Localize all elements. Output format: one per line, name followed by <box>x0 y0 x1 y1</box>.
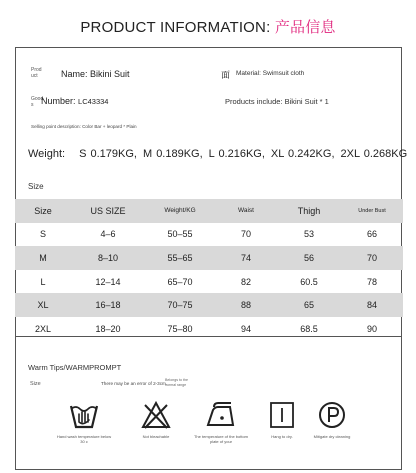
warm-tips-title: Warm Tips/WARMPROMPT <box>28 363 122 372</box>
weight-s: S 0.179KG, <box>79 148 137 160</box>
cell-us-size: 12–14 <box>95 276 121 287</box>
includes-label: Products include: <box>225 97 283 106</box>
cell-under-bust: 90 <box>366 323 377 334</box>
no-bleach-caption: Not bleachable <box>142 434 170 439</box>
tips-size-label: Size <box>30 381 41 387</box>
table-row <box>15 270 403 294</box>
care-hang-dry <box>254 400 310 439</box>
material-value: Swimsuit cloth <box>262 70 305 77</box>
size-table <box>15 199 403 341</box>
goods-number <box>41 96 108 106</box>
cell-size: L <box>40 276 46 287</box>
cell-us-size: 8–10 <box>97 252 119 263</box>
table-row <box>15 317 403 341</box>
header-us-size: US SIZE <box>90 205 126 216</box>
weight-row <box>28 148 407 160</box>
weight-2xl: 2XL 0.268KG <box>340 148 408 160</box>
cell-us-size: 16–18 <box>95 300 121 311</box>
cell-under-bust: 84 <box>366 300 377 311</box>
header-title-en: PRODUCT INFORMATION: <box>80 19 271 36</box>
header-weight: Weight/KG <box>164 207 196 215</box>
cell-size: XL <box>37 300 49 311</box>
hang-dry-icon <box>267 400 297 430</box>
material <box>236 70 304 77</box>
tips-error-note: There may be an error of 2-3cm. <box>101 381 168 386</box>
cell-waist: 74 <box>240 252 251 263</box>
cell-thigh: 65 <box>303 300 314 311</box>
cell-thigh: 53 <box>303 229 314 240</box>
iron-icon <box>204 400 238 430</box>
cell-under-bust: 70 <box>366 252 377 263</box>
cell-under-bust: 78 <box>366 276 377 287</box>
iron-caption: The temperature of the bottom plate of your <box>193 434 249 444</box>
cell-thigh: 60.5 <box>300 276 318 287</box>
header-size: Size <box>34 205 52 216</box>
selling-point: Selling point description: Color Bar + leopard * Plain <box>31 124 137 129</box>
weight-label: Weight: <box>28 148 66 160</box>
cell-size: 2XL <box>34 323 51 334</box>
table-row <box>15 223 403 247</box>
tips-normal-note: Belongs to the normal range <box>165 378 188 387</box>
cell-size: M <box>39 252 47 263</box>
cell-us-size: 18–20 <box>95 323 121 334</box>
cell-weight: 70–75 <box>167 300 193 311</box>
cell-waist: 94 <box>240 323 251 334</box>
care-no-bleach <box>128 400 184 439</box>
size-section-label: Size <box>28 182 44 191</box>
header-thigh: Thigh <box>297 205 321 216</box>
cell-thigh: 68.5 <box>300 323 318 334</box>
care-hand-wash <box>56 400 112 444</box>
header-waist: Waist <box>237 207 254 215</box>
number-key: Good s <box>31 96 44 108</box>
cell-thigh: 56 <box>303 252 314 263</box>
cell-us-size: 4–6 <box>100 229 116 240</box>
weight-xl: XL 0.242KG, <box>270 148 335 160</box>
includes-value: Bikini Suit * 1 <box>284 97 329 106</box>
cell-under-bust: 66 <box>366 229 377 240</box>
no-bleach-icon <box>140 400 172 430</box>
fabric-key: 面 <box>221 70 231 80</box>
header-title-cn: 产品信息 <box>274 19 336 36</box>
care-dry-clean <box>304 400 360 439</box>
hand-wash-caption: Hand wash temperature below 30 c <box>56 434 112 444</box>
number-value: LC43334 <box>78 97 109 106</box>
cell-waist: 82 <box>240 276 251 287</box>
product-name <box>61 69 130 79</box>
dry-clean-icon <box>316 400 348 430</box>
name-key: Prod uct <box>31 67 42 79</box>
weight-m: M 0.189KG, <box>142 148 203 160</box>
cell-waist: 88 <box>240 300 251 311</box>
hand-wash-icon <box>68 400 100 430</box>
hang-dry-caption: Hang to dry. <box>271 434 293 439</box>
care-iron <box>193 400 249 444</box>
name-label: Name: <box>61 69 88 79</box>
header-under-bust: Under Bust <box>358 207 386 214</box>
material-label: Material: <box>236 70 261 77</box>
weight-l: L 0.216KG, <box>208 148 265 160</box>
cell-waist: 70 <box>240 229 251 240</box>
table-row <box>15 293 403 317</box>
table-row <box>15 246 403 270</box>
cell-size: S <box>39 229 46 240</box>
cell-weight: 75–80 <box>167 323 193 334</box>
number-label: Number: <box>41 96 76 106</box>
size-table-header <box>15 199 403 223</box>
products-include <box>225 97 329 106</box>
cell-weight: 55–65 <box>167 252 193 263</box>
name-value: Bikini Suit <box>90 69 130 79</box>
dry-clean-caption: Mitigate dry cleaning <box>313 434 351 439</box>
page-header <box>0 16 416 37</box>
cell-weight: 50–55 <box>167 229 193 240</box>
cell-weight: 65–70 <box>167 276 193 287</box>
